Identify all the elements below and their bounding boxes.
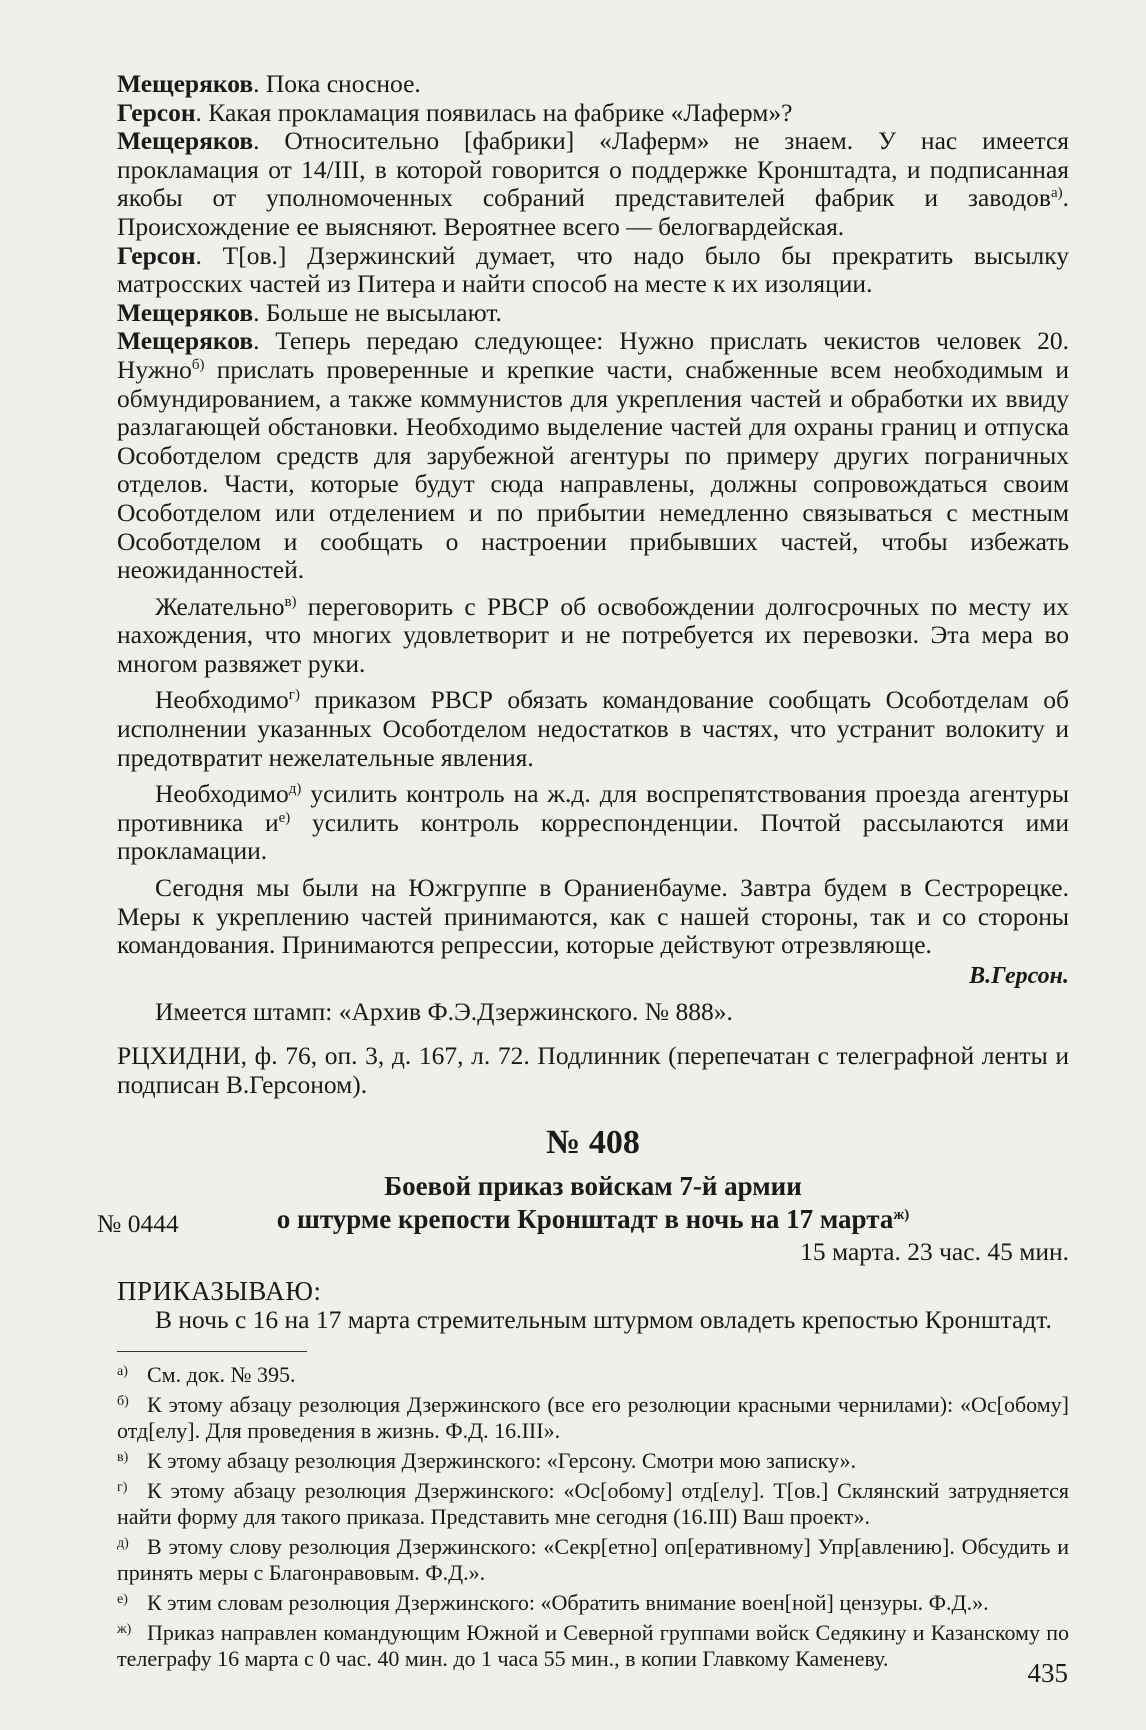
paragraph: Желательно$^{в)}$ переговорить с РВСР об освобождении долгосрочных по месту их нахождения, что многих удовлетворит и не потребуется их перевозки. Эта мера во многом развяжет руки.	[117, 591, 1069, 678]
speaker-name: Мещеряков	[117, 297, 254, 327]
document-title-line1: Боевой приказ войскам 7-й армии	[384, 1170, 802, 1201]
paragraph: Необходимо$^{г)}$ приказом РВСР обязать командование сообщать Особотделам об исполнении указанных Особотделом недостатков в частях, что устранит волокиту и предотвратит нежелательные явления.	[117, 685, 1069, 772]
dialogue-line: Герсон. Т[ов.] Дзержинский думает, что надо было бы прекратить высылку матросских частей из Питера и найти способ на месте к их изоляции.	[117, 240, 1069, 299]
order-number: № 0444	[97, 1208, 179, 1238]
footnote-ref: в)	[284, 593, 297, 610]
signature: В.Герсон.	[969, 962, 1069, 989]
order-body: В ночь с 16 на 17 марта стремительным штурмом овладеть крепостью Кронштадт.	[155, 1305, 1052, 1335]
footnote: $^{ж)}$ Приказ направлен командующим Южной и Северной группами войск Седякину и Казанскому по телеграфу 16 марта с 0 час. 40 мин. до 1 часа 55 мин., в копии Главкому Каменеву.	[117, 1619, 1069, 1671]
dialogue-line: Мещеряков. Теперь передаю следующее: Нужно прислать чекистов человек 20. Нужно$^{б)}$ прислать проверенные и крепкие части, снабженные всем необходимым и обмундированием, а также коммунистов для укрепления частей и обработки их ввиду разлагающей обстановки. Необходимо выделение частей для охраны границ и отпуска Особотделом средств для зарубежной агентуры по примеру других пограничных отделов. Части, которые будут сюда направлены, должны сопровождаться своим Особотделом или отделением и по прибытии немедленно связываться с местным Особотделом и сообщать о настроении прибывших частей, чтобы избежать неожиданностей.	[117, 326, 1069, 585]
order-datetime: 15 марта. 23 час. 45 мин.	[800, 1236, 1069, 1266]
footnote: $^{б)}$ К этому абзацу резолюция Дзержинского (все его резолюции красными чернилами): «Ос[обому] отд[елу]. Для проведения в жизнь. Ф.Д. 16.III».	[117, 1391, 1069, 1443]
footnote-ref: е)	[278, 809, 291, 826]
speaker-name: Мещеряков	[117, 126, 254, 156]
footnote-ref: ж)	[893, 1206, 910, 1223]
footnote-divider	[117, 1351, 307, 1352]
archive-reference: РЦХИДНИ, ф. 76, оп. 3, д. 167, л. 72. Подлинник (перепечатан с телеграфной ленты и подписан В.Герсоном).	[117, 1041, 1069, 1099]
main-text	[97, 69, 1069, 1676]
dialogue-line: Мещеряков. Пока сносное.	[117, 69, 421, 98]
dialogue-line: Мещеряков. Относительно [фабрики] «Лаферм» не знаем. У нас имеется прокламация от 14/III, в которой говорится о поддержке Кронштадта, и подписанная якобы от уполномоченных собраний представителей фабрик и заводов$^{а)}$. Происхождение ее выясняют. Вероятнее всего — белогвардейская.	[117, 126, 1069, 241]
order-command: ПРИКАЗЫВАЮ:	[117, 1276, 322, 1307]
footnote-ref: г)	[288, 687, 300, 704]
dialogue-line: Герсон. Какая прокламация появилась на фабрике «Лаферм»?	[117, 97, 793, 127]
footnote-ref: а)	[1050, 185, 1063, 202]
footnote-ref: б)	[191, 356, 205, 373]
footnotes	[117, 1362, 1069, 1672]
footnote: $^{д)}$ В этому слову резолюция Дзержинского: «Секр[етно] оп[еративному] Упр[авлению]. Обсудить и принять меры с Благонравовым. Ф.Д.».	[117, 1533, 1069, 1585]
footnote: $^{а)}$ См. док. № 395.	[117, 1361, 296, 1387]
paragraph: Необходимо$^{д)}$ усилить контроль на ж.д. для воспрепятствования проезда агентуры противника $и^{е)}$ усилить контроль корреспонденции. Почтой рассылаются ими прокламации.	[117, 779, 1069, 866]
document-title-line2: о штурме крепости Кронштадт в ночь на 17 марта$^{ж)}$	[276, 1203, 910, 1234]
speaker-name: Герсон	[117, 240, 196, 270]
document-number: № 408	[546, 1123, 640, 1161]
dialogue-line: Мещеряков. Больше не высылают.	[117, 297, 502, 327]
footnote: $^{в)}$ К этому абзацу резолюция Дзержинского: «Герсону. Смотри мою записку».	[117, 1447, 857, 1473]
speaker-name: Герсон	[117, 97, 196, 127]
page-number: 435	[1027, 1658, 1068, 1688]
footnote: $^{е)}$ К этим словам резолюция Дзержинского: «Обратить внимание воен[ной] цензуры. Ф.Д.».	[117, 1589, 989, 1615]
speaker-name: Мещеряков	[117, 326, 254, 356]
stamp-note: Имеется штамп: «Архив Ф.Э.Дзержинского. № 888».	[155, 996, 733, 1026]
footnote: $^{г)}$ К этому абзацу резолюция Дзержинского: «Ос[обому] отд[елу]. Т[ов.] Склянский затрудняется найти форму для такого приказа. Представить мне сегодня (16.III) Ваш проект».	[117, 1477, 1069, 1529]
speaker-name: Мещеряков	[117, 69, 254, 98]
paragraph: Сегодня мы были на Южгруппе в Ораниенбауме. Завтра будем в Сестрорецке. Меры к укреплению частей принимаются, как с нашей стороны, так и со стороны командования. Принимаются репрессии, которые действуют отрезвляюще.	[117, 873, 1069, 960]
footnote-ref: д)	[288, 781, 302, 798]
